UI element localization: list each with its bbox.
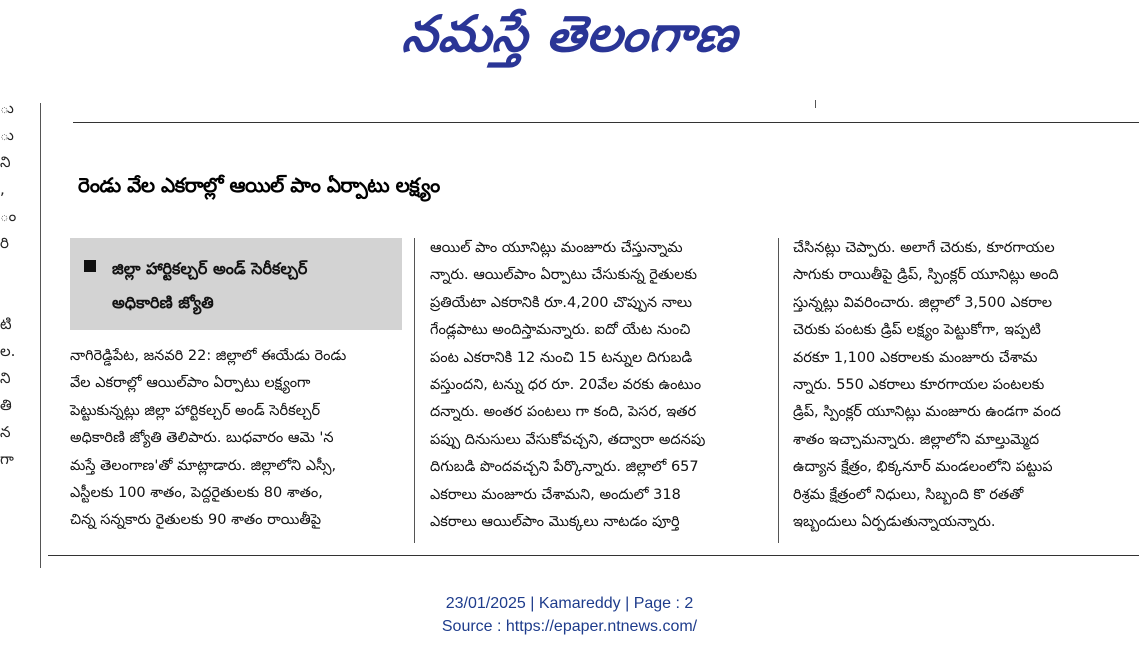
footer-source: Source : https://epaper.ntnews.com/ [441, 618, 698, 635]
article-bottom-rule [48, 555, 1139, 556]
footer-credit [0, 592, 1139, 638]
fragment-glyph: ు [0, 126, 14, 144]
article-text-line: సాగుకు రాయితీపై డ్రిప్, స్పింక్లర్ యూనిట్లు అంది [793, 267, 1059, 284]
fragment-glyph [0, 257, 14, 284]
article-text-line: గేండ్లపాటు అందిస్తామన్నారు. ఐదో యేట నుంచి [430, 322, 691, 339]
fragment-glyph: టి [0, 315, 12, 333]
subheadline-line: జిల్లా హార్టికల్చర్ అండ్ సెరీకల్చర్ [112, 259, 308, 278]
fragment-glyph: తి [0, 396, 12, 414]
fragment-glyph: ని [0, 369, 11, 387]
left-column-rule [40, 103, 41, 568]
column-rule-2 [778, 238, 779, 543]
newspaper-name: నమస్తే తెలంగాణ [399, 4, 742, 63]
subheadline-line: అధికారిణి జ్యోతి [112, 293, 214, 312]
article-text-line: నాగిరెడ్డిపేట, జనవరి 22: జిల్లాలో ఈయేడు రెండు [70, 348, 347, 364]
article-text-line: పెట్టుకున్నట్లు జిల్లా హార్టికల్చర్ అండ్ సెరీకల్చర్ [70, 402, 321, 419]
fragment-glyph: న [0, 423, 11, 441]
article-column-2 [430, 235, 770, 536]
article-text-line: మస్తే తెలంగాణ'తో మాట్లాడారు. జిల్లాలోని ఎస్సీ, [70, 457, 337, 474]
article-text-line: డ్రిప్, స్పింక్లర్ యూనిట్లు మంజూరు ఉండగా వంద [793, 404, 1061, 421]
article-text-line: దన్నారు. అంతర పంటలు గా కంది, పెసర, ఇతర [430, 404, 697, 421]
square-bullet-icon [84, 260, 96, 272]
article-text-line: పంట ఎకరానికి 12 నుంచి 15 టన్నుల దిగుబడి [430, 349, 693, 366]
article-text-line: శాతం ఇచ్చామన్నారు. జిల్లాలోని మాల్తుమ్మెద [793, 431, 1040, 448]
article-text-line: న్నారు. ఆయిల్‌పాం ఏర్పాటు చేసుకున్న రైతులకు [430, 267, 698, 284]
fragment-glyph: రి [0, 234, 9, 252]
article-text-line: ఇబ్బందులు ఏర్పడుతున్నాయన్నారు. [793, 513, 996, 530]
fragment-glyph: ల. [0, 342, 16, 360]
article-text-line: ఎకరాలు ఆయిల్‌పాం మొక్కలు నాటడం పూర్తి [430, 513, 680, 530]
article-text-line: పప్పు దినుసులు వేసుకోవచ్చని, తద్వారా అదనపు [430, 431, 706, 448]
article-column-3 [793, 235, 1133, 536]
article-text-line: అధికారిణి జ్యోతి తెలిపారు. బుధవారం ఆమె 'న [70, 430, 334, 447]
article-column-1 [70, 343, 408, 535]
article-text-line: న్నారు. 550 ఎకరాలు కూరగాయల పంటలకు [793, 376, 1045, 393]
article-text-line: ఎస్టీలకు 100 శాతం, పెద్దరైతులకు 80 శాతం, [70, 484, 323, 501]
fragment-glyph: గా [0, 450, 14, 468]
fragment-glyph: ు [0, 99, 14, 117]
article-text-line: చిన్న సన్నకారు రైతులకు 90 శాతం రాయితీపై [70, 512, 322, 529]
footer-date-edition: 23/01/2025 | Kamareddy | Page : 2 [445, 595, 694, 612]
article-text-line: ఎకరాలు మంజూరు చేశామని, అందులో 318 [430, 486, 681, 503]
fragment-glyph: ని [0, 153, 11, 171]
fragment-glyph: , [0, 180, 5, 198]
article-text-line: వరకూ 1,100 ఎకరాలకు మంజూరు చేశామ [793, 349, 1038, 366]
article-text-line: ప్రతియేటా ఎకరానికి రూ.4,200 చొప్పున నాలు [430, 294, 693, 311]
article-text-line: రిశ్రమ క్షేత్రంలో నిధులు, సిబ్బంది కొ రతతో [793, 486, 1024, 503]
article-text-line: స్తున్నట్లు వివరించారు. జిల్లాలో 3,500 ఎకరాల [793, 294, 1053, 311]
article-text-line: ఉద్యాన క్షేత్రం, భిక్కనూర్ మండలంలోని పట్టుప [793, 459, 1053, 476]
article-text-line: ఆయిల్ పాం యూనిట్లు మంజూరు చేస్తున్నామ [430, 240, 683, 256]
fragment-glyph: ం [0, 207, 17, 225]
article-text-line: వస్తుందని, టన్ను ధర రూ. 20వేల వరకు ఉంటుం [430, 376, 702, 393]
article-text-line: వేల ఎకరాల్లో ఆయిల్‌పాం ఏర్పాటు లక్ష్యంగా [70, 375, 311, 392]
article-text-line: దిగుబడి పొందవచ్చని పేర్కొన్నారు. జిల్లాలో 657 [430, 459, 699, 476]
article-text-line: చేసినట్లు చెప్పారు. అలాగే చెరుకు, కూరగాయల [793, 240, 1055, 256]
fragment-glyph [0, 284, 14, 311]
subheadline-box [70, 238, 402, 330]
masthead-logo [0, 0, 1139, 78]
article-headline: రెండు వేల ఎకరాల్లో ఆయిల్ పాం ఏర్పాటు లక్ష్యం [78, 173, 440, 197]
adjacent-column-fragment [0, 95, 17, 515]
column-rule-1 [414, 238, 415, 543]
headline-top-rule [73, 122, 1139, 123]
top-tick [815, 100, 816, 108]
article-text-line: చెరుకు పంటకు డ్రిప్ లక్ష్యం పెట్టుకోగా, ఇప్పటి [793, 322, 1041, 339]
